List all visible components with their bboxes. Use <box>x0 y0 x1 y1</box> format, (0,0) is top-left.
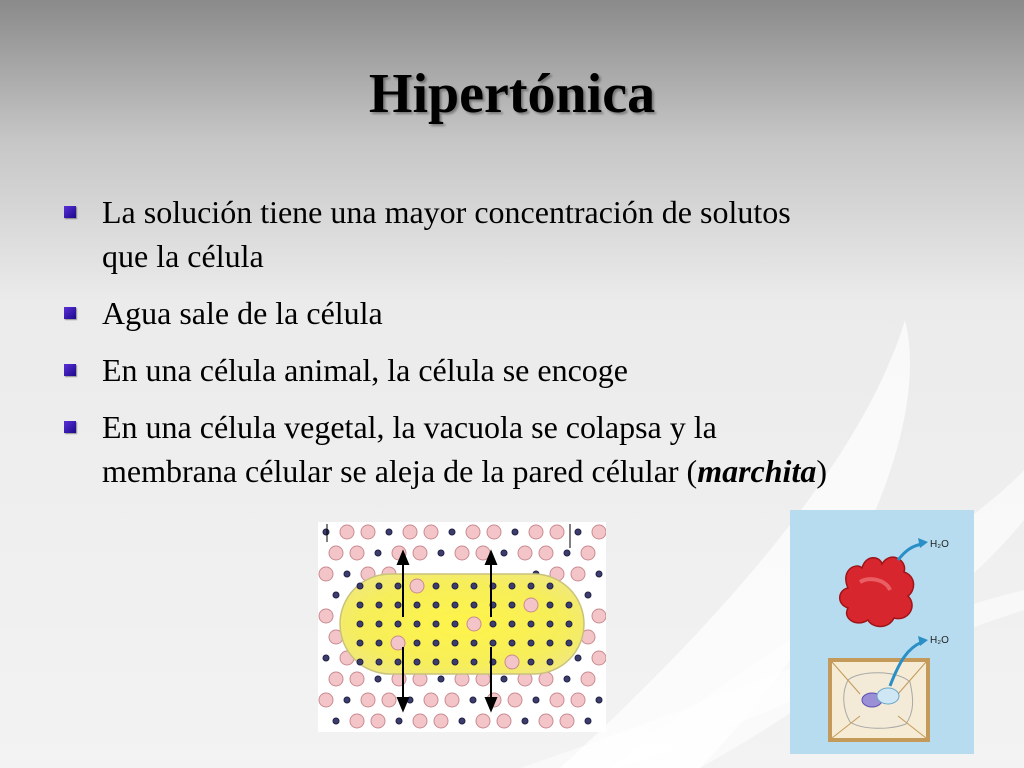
solute-small-particle <box>566 640 572 646</box>
solute-small-particle <box>323 529 329 535</box>
solute-large-particle <box>319 693 333 707</box>
solute-large-particle <box>592 609 606 623</box>
solute-small-particle <box>357 602 363 608</box>
solute-small-particle <box>471 640 477 646</box>
solute-small-particle <box>357 659 363 665</box>
solute-small-particle <box>396 718 402 724</box>
solute-large-particle <box>497 714 511 728</box>
solute-small-particle <box>528 583 534 589</box>
solute-small-particle <box>585 718 591 724</box>
solute-small-particle <box>452 583 458 589</box>
solute-large-particle <box>350 672 364 686</box>
solute-small-particle <box>509 640 515 646</box>
bullet-emphasis: marchita <box>697 453 817 489</box>
solute-large-particle <box>571 567 585 581</box>
solute-small-particle <box>344 697 350 703</box>
solute-small-particle <box>522 718 528 724</box>
shrinking-cells-panel <box>790 510 974 754</box>
solute-small-particle <box>512 529 518 535</box>
solute-small-particle <box>376 583 382 589</box>
solute-small-particle <box>452 640 458 646</box>
solute-large-particle <box>424 693 438 707</box>
solute-large-particle <box>361 693 375 707</box>
water-label-top: H₂O <box>930 539 949 550</box>
solute-small-particle <box>547 640 553 646</box>
solute-small-particle <box>547 602 553 608</box>
bullet-square-icon <box>64 206 76 218</box>
slide-title: Hipertónica <box>368 63 656 125</box>
solute-small-particle <box>596 697 602 703</box>
bullet-list <box>60 190 840 506</box>
solute-large-particle <box>518 546 532 560</box>
solute-small-particle <box>438 550 444 556</box>
solute-small-particle <box>501 676 507 682</box>
solute-large-particle <box>382 693 396 707</box>
solute-large-particle <box>550 525 564 539</box>
solute-small-particle <box>566 602 572 608</box>
solute-small-particle <box>414 621 420 627</box>
solute-small-particle <box>528 659 534 665</box>
solute-small-particle <box>376 602 382 608</box>
solute-large-particle <box>550 693 564 707</box>
solute-small-particle <box>438 676 444 682</box>
bullet-text-end: ) <box>816 453 827 489</box>
solute-large-particle <box>571 693 585 707</box>
solute-small-particle <box>528 621 534 627</box>
solute-large-particle <box>413 714 427 728</box>
solute-small-particle <box>547 583 553 589</box>
plant-cell-icon <box>830 660 928 740</box>
bullet-square-icon <box>64 421 76 433</box>
solute-large-particle <box>445 693 459 707</box>
solute-large-particle <box>329 546 343 560</box>
bullet-text: En una célula animal, la célula se encoge <box>102 352 628 388</box>
solute-small-particle <box>395 659 401 665</box>
solute-small-particle <box>433 583 439 589</box>
bullet-text: En una célula vegetal, la vacuola se colapsa y la membrana célular se aleja de la pared célular ( <box>102 409 717 489</box>
bullet-item <box>60 405 840 493</box>
solute-small-particle <box>501 550 507 556</box>
solute-large-particle <box>529 525 543 539</box>
solute-small-particle <box>471 659 477 665</box>
solute-large-particle <box>560 714 574 728</box>
solute-small-particle <box>547 659 553 665</box>
solute-small-particle <box>547 621 553 627</box>
solute-small-particle <box>452 602 458 608</box>
solute-small-particle <box>433 621 439 627</box>
solute-large-particle <box>539 546 553 560</box>
solute-small-particle <box>357 640 363 646</box>
solute-small-particle <box>375 550 381 556</box>
solute-small-particle <box>566 621 572 627</box>
solute-small-particle <box>490 640 496 646</box>
solute-small-particle <box>357 621 363 627</box>
solute-large-particle <box>340 525 354 539</box>
solute-small-particle <box>375 676 381 682</box>
solute-large-particle <box>319 609 333 623</box>
water-label-bottom: H₂O <box>930 635 949 646</box>
solute-large-particle <box>319 567 333 581</box>
solute-large-particle <box>466 525 480 539</box>
solute-small-particle <box>575 529 581 535</box>
solute-small-particle <box>414 602 420 608</box>
solute-large-particle <box>467 617 481 631</box>
bullet-item <box>60 291 840 335</box>
solute-small-particle <box>414 659 420 665</box>
solute-large-particle <box>581 672 595 686</box>
solute-large-particle <box>413 546 427 560</box>
solute-small-particle <box>449 529 455 535</box>
solute-small-particle <box>533 697 539 703</box>
solute-small-particle <box>585 592 591 598</box>
solute-small-particle <box>376 621 382 627</box>
animal-cell-icon <box>840 557 914 626</box>
solute-large-particle <box>410 579 424 593</box>
solute-large-particle <box>581 546 595 560</box>
solute-small-particle <box>509 602 515 608</box>
solute-small-particle <box>395 602 401 608</box>
solute-small-particle <box>414 640 420 646</box>
solute-large-particle <box>434 714 448 728</box>
solute-large-particle <box>508 693 522 707</box>
solute-small-particle <box>376 659 382 665</box>
solute-small-particle <box>490 621 496 627</box>
solute-small-particle <box>395 621 401 627</box>
solute-small-particle <box>452 659 458 665</box>
solute-small-particle <box>528 640 534 646</box>
solute-small-particle <box>344 571 350 577</box>
bullet-text: La solución tiene una mayor concentración de solutos que la célula <box>102 194 791 274</box>
solute-small-particle <box>509 583 515 589</box>
solute-large-particle <box>424 525 438 539</box>
solute-large-particle <box>505 655 519 669</box>
solute-small-particle <box>433 659 439 665</box>
solute-small-particle <box>459 718 465 724</box>
solute-small-particle <box>357 583 363 589</box>
solute-small-particle <box>575 655 581 661</box>
solute-large-particle <box>592 525 606 539</box>
solute-large-particle <box>476 714 490 728</box>
solute-large-particle <box>592 651 606 665</box>
solute-small-particle <box>323 655 329 661</box>
bullet-square-icon <box>64 307 76 319</box>
solute-large-particle <box>329 672 343 686</box>
solute-small-particle <box>386 529 392 535</box>
solute-small-particle <box>596 571 602 577</box>
bullet-text: Agua sale de la célula <box>102 295 383 331</box>
solute-large-particle <box>403 525 417 539</box>
solute-large-particle <box>350 546 364 560</box>
solute-small-particle <box>376 640 382 646</box>
solute-small-particle <box>333 718 339 724</box>
bullet-item <box>60 190 840 278</box>
solute-small-particle <box>471 583 477 589</box>
solute-large-particle <box>524 598 538 612</box>
solute-small-particle <box>452 621 458 627</box>
bullet-item <box>60 348 840 392</box>
solute-small-particle <box>470 697 476 703</box>
hypertonic-cell-diagram <box>318 522 606 732</box>
solute-large-particle <box>487 525 501 539</box>
solute-small-particle <box>395 583 401 589</box>
solute-large-particle <box>361 525 375 539</box>
solute-small-particle <box>564 550 570 556</box>
solute-large-particle <box>455 546 469 560</box>
bullet-square-icon <box>64 364 76 376</box>
solute-large-particle <box>350 714 364 728</box>
solute-small-particle <box>333 592 339 598</box>
solute-large-particle <box>539 714 553 728</box>
solute-small-particle <box>433 602 439 608</box>
solute-small-particle <box>564 676 570 682</box>
solute-large-particle <box>371 714 385 728</box>
solute-small-particle <box>471 602 477 608</box>
solute-small-particle <box>509 621 515 627</box>
solute-small-particle <box>433 640 439 646</box>
